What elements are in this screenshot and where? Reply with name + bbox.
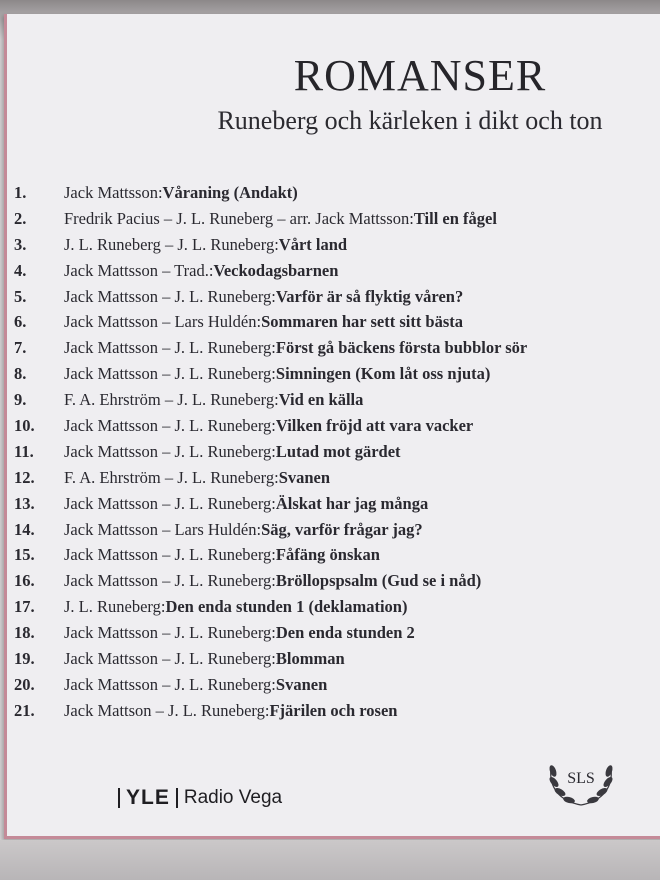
track-title: Fjärilen och rosen bbox=[269, 700, 398, 720]
track-credit: J. L. Runeberg – J. L. Runeberg: bbox=[64, 234, 279, 254]
track-number: 2. bbox=[14, 208, 27, 228]
track-title: Vid en källa bbox=[278, 390, 364, 410]
track-title: Bröllopspsalm (Gud se i nåd) bbox=[275, 571, 482, 591]
track-number: 6. bbox=[14, 312, 27, 332]
track-number: 11. bbox=[14, 441, 34, 461]
track-title: Älskat har jag många bbox=[275, 493, 429, 513]
track-title: Varför är så flyktig våren? bbox=[275, 286, 464, 306]
track-item bbox=[14, 309, 660, 335]
track-title: Lutad mot gärdet bbox=[275, 441, 401, 461]
track-item bbox=[14, 698, 660, 724]
page-subtitle: Runeberg och kärleken i dikt och ton bbox=[217, 106, 603, 135]
track-item bbox=[14, 439, 660, 465]
track-item bbox=[14, 594, 660, 620]
track-number: 9. bbox=[14, 390, 27, 410]
track-item bbox=[14, 542, 660, 568]
track-credit: Jack Mattsson – J. L. Runeberg: bbox=[64, 493, 276, 513]
track-title: Till en fågel bbox=[413, 208, 497, 228]
track-number: 10. bbox=[14, 415, 35, 435]
track-credit: Jack Mattsson – J. L. Runeberg: bbox=[64, 571, 276, 591]
track-item bbox=[14, 517, 660, 543]
track-title: Våraning (Andakt) bbox=[162, 182, 298, 202]
track-title: Simningen (Kom låt oss njuta) bbox=[275, 364, 491, 384]
track-item bbox=[14, 568, 660, 594]
track-credit: Jack Mattsson – J. L. Runeberg: bbox=[64, 648, 276, 668]
track-title: Den enda stunden 1 (deklamation) bbox=[165, 597, 408, 617]
track-title: Svanen bbox=[275, 674, 328, 694]
track-number: 19. bbox=[14, 648, 35, 668]
track-item bbox=[14, 491, 660, 517]
track-credit: Jack Mattsson: bbox=[64, 182, 163, 202]
background-surface bbox=[0, 840, 660, 880]
track-credit: F. A. Ehrström – J. L. Runeberg: bbox=[64, 390, 279, 410]
track-number: 18. bbox=[14, 623, 35, 643]
track-number: 8. bbox=[14, 364, 27, 384]
yle-brand: YLE bbox=[126, 786, 170, 809]
track-credit: Jack Mattsson – J. L. Runeberg: bbox=[64, 364, 276, 384]
laurel-wreath-icon bbox=[541, 745, 621, 811]
track-item bbox=[14, 180, 660, 206]
track-credit: Jack Mattsson – J. L. Runeberg: bbox=[64, 338, 276, 358]
track-credit: Jack Mattsson – J. L. Runeberg: bbox=[64, 674, 276, 694]
track-item bbox=[14, 258, 660, 284]
track-item bbox=[14, 646, 660, 672]
track-item bbox=[14, 413, 660, 439]
track-number: 7. bbox=[14, 338, 27, 358]
track-title: Säg, varför frågar jag? bbox=[261, 519, 423, 539]
track-number: 16. bbox=[14, 571, 35, 591]
track-number: 17. bbox=[14, 597, 35, 617]
track-title: Sommaren har sett sitt bästa bbox=[261, 312, 464, 332]
divider bbox=[118, 788, 120, 808]
yle-radio-vega-logo bbox=[112, 786, 282, 810]
track-number: 21. bbox=[14, 700, 35, 720]
track-item bbox=[14, 335, 660, 361]
track-number: 20. bbox=[14, 674, 35, 694]
track-credit: F. A. Ehrström – J. L. Runeberg: bbox=[64, 467, 279, 487]
track-number: 12. bbox=[14, 467, 35, 487]
logo-text: SLS bbox=[567, 770, 595, 787]
track-number: 3. bbox=[14, 234, 27, 254]
track-item bbox=[14, 361, 660, 387]
track-number: 5. bbox=[14, 286, 27, 306]
track-credit: Jack Mattsson – Lars Huldén: bbox=[64, 312, 262, 332]
track-number: 15. bbox=[14, 545, 35, 565]
track-number: 14. bbox=[14, 519, 35, 539]
station-name: Radio Vega bbox=[183, 787, 283, 808]
track-credit: Fredrik Pacius – J. L. Runeberg – arr. Jack Mattsson: bbox=[64, 208, 414, 228]
track-title: Veckodagsbarnen bbox=[213, 260, 339, 280]
divider bbox=[176, 788, 178, 808]
track-title: Svanen bbox=[278, 467, 331, 487]
track-title: Vårt land bbox=[278, 234, 348, 254]
track-title: Vilken fröjd att vara vacker bbox=[275, 415, 474, 435]
track-title: Fåfäng önskan bbox=[275, 545, 380, 565]
track-number: 4. bbox=[14, 260, 27, 280]
track-item bbox=[14, 465, 660, 491]
track-credit: Jack Mattsson – Trad.: bbox=[64, 260, 214, 280]
track-title: Blomman bbox=[275, 648, 345, 668]
track-credit: Jack Mattsson – J. L. Runeberg: bbox=[64, 623, 276, 643]
track-item bbox=[14, 620, 660, 646]
track-credit: Jack Mattsson – Lars Huldén: bbox=[64, 519, 262, 539]
track-credit: J. L. Runeberg: bbox=[64, 597, 166, 617]
track-number: 13. bbox=[14, 493, 35, 513]
track-list bbox=[14, 180, 660, 724]
track-title: Den enda stunden 2 bbox=[275, 623, 415, 643]
page-title: ROMANSER bbox=[293, 51, 547, 100]
track-item bbox=[14, 232, 660, 258]
track-item bbox=[14, 387, 660, 413]
track-item bbox=[14, 672, 660, 698]
track-credit: Jack Mattsson – J. L. Runeberg: bbox=[64, 286, 276, 306]
track-item bbox=[14, 206, 660, 232]
track-title: Först gå bäckens första bubblor sör bbox=[275, 338, 528, 358]
track-credit: Jack Mattson – J. L. Runeberg: bbox=[64, 700, 270, 720]
track-number: 1. bbox=[14, 182, 27, 202]
track-item bbox=[14, 284, 660, 310]
track-credit: Jack Mattsson – J. L. Runeberg: bbox=[64, 415, 276, 435]
track-credit: Jack Mattsson – J. L. Runeberg: bbox=[64, 545, 276, 565]
track-credit: Jack Mattsson – J. L. Runeberg: bbox=[64, 441, 276, 461]
